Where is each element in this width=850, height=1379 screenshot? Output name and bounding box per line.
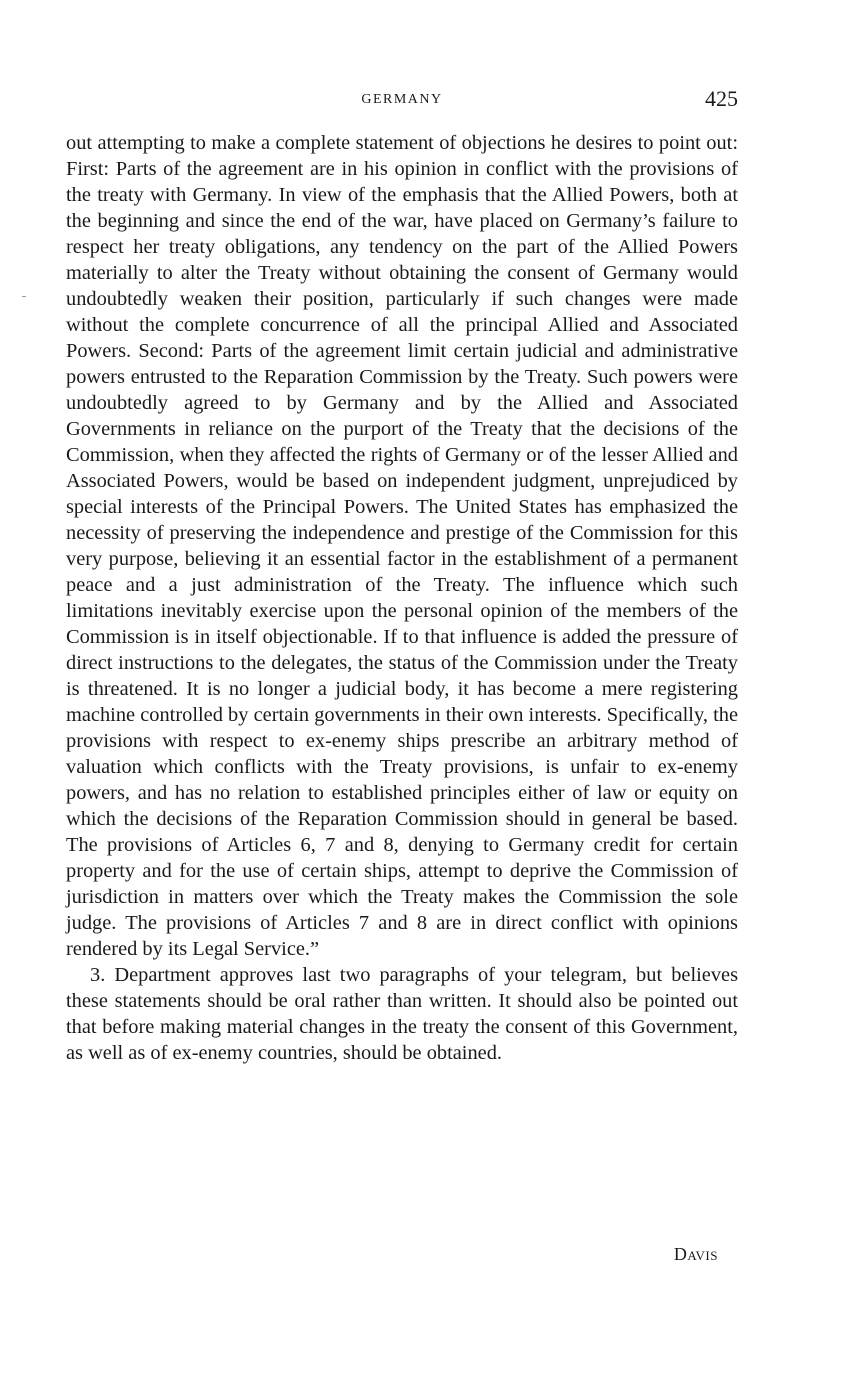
signature: Davis bbox=[673, 1244, 718, 1264]
running-head bbox=[66, 88, 738, 116]
paragraph-objections: out attempting to make a complete statement of objections he desires to point out: First: Parts of the agreement are in his opinion in conflict with the provisions of the treaty with Germany. In view of the emphasis that the Allied Powers, both at the beginning and since the end of the war, have placed on Germany’s failure to respect her treaty obligations, any tendency on the part of the Allied Powers materially to alter the Treaty without obtaining the consent of Germany would undoubtedly weaken their position, particularly if such changes were made without the complete concurrence of all the principal Allied and Associated Powers. Second: Parts of the agreement limit certain judicial and administrative powers entrusted to the Reparation Commission by the Treaty. Such powers were undoubtedly agreed to by Germany and by the Allied and Associated Governments in reliance on the purport of the Treaty that the decisions of the Commission, when they affected the rights of Germany or of the lesser Allied and Associated Powers, would be based on independent judgment, unprejudiced by special interests of the Principal Powers. The United States has emphasized the necessity of preserving the independence and prestige of the Commission for this very purpose, believing it an essential factor in the establishment of a permanent peace and a just administration of the Treaty. The influence which such limitations inevitably exercise upon the personal opinion of the members of the Commission is in itself objectionable. If to that influence is added the pressure of direct instructions to the delegates, the status of the Commission under the Treaty is threatened. It is no longer a judicial body, it has become a mere registering machine controlled by certain governments in their own interests. Specifically, the provisions with respect to ex-enemy ships prescribe an arbitrary method of valuation which conflicts with the Treaty provisions, is unfair to ex-enemy powers, and has no relation to established principles either of law or equity on which the decisions of the Reparation Commission should in general be based. The provisions of Articles 6, 7 and 8, denying to Germany credit for certain property and for the use of certain ships, attempt to deprive the Commission of jurisdiction in matters over which the Treaty makes the Commission the sole judge. The provisions of Articles 7 and 8 are in direct conflict with opinions rendered by its Legal Service.” bbox=[66, 132, 738, 960]
margin-mark bbox=[22, 296, 26, 297]
running-title: GERMANY bbox=[361, 92, 443, 107]
page-number: 425 bbox=[705, 86, 738, 111]
paragraph-department-approval: 3. Department approves last two paragraphs of your telegram, but believes these statements should be oral rather than written. It should also be pointed out that before making material changes in the treaty the consent of this Government, as well as of ex-enemy countries, should be obtained. bbox=[66, 964, 738, 1064]
body-text bbox=[66, 130, 738, 1066]
